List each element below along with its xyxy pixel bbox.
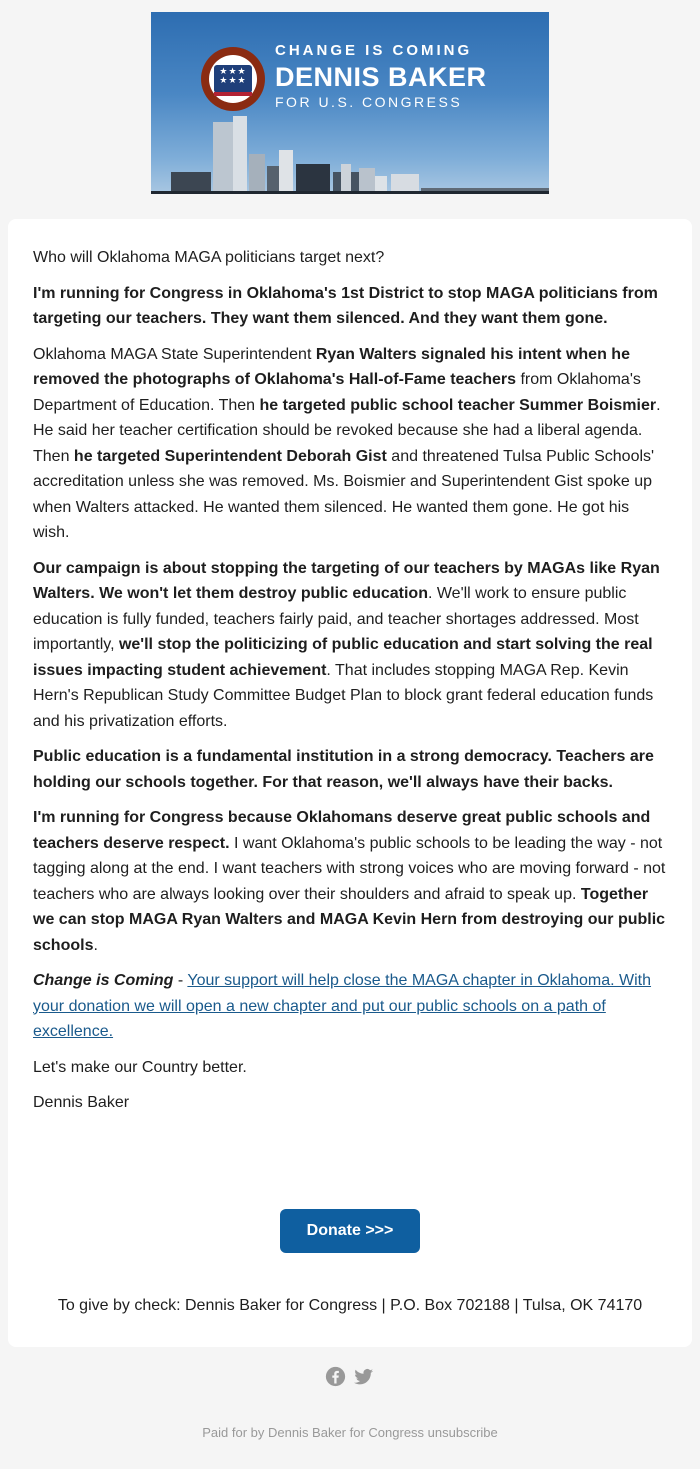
- social-links: [325, 1366, 375, 1388]
- paragraph-democracy: Public education is a fundamental institution in a strong democracy. Teachers are holding our schools together. For that reason, we'll always have their backs.: [33, 748, 654, 791]
- header-banner: [151, 12, 549, 194]
- campaign-logo: [201, 47, 265, 111]
- donate-button[interactable]: Donate >>>: [280, 1209, 420, 1253]
- email-body: [33, 245, 669, 1126]
- closing-line: Let's make our Country better.: [33, 1058, 247, 1076]
- stars-icon: ★★★ ★★★: [214, 65, 252, 93]
- paragraph-campaign: Our campaign is about stopping the targeting of our teachers by MAGAs like Ryan Walters. We won't let them destroy public education. We'll work to ensure public education is fully funded, teachers fairly paid, and teacher shortages addressed. Most importantly, we'll stop the politicizing of public education and start solving the real issues impacting student achievement. That includes stopping MAGA Rep. Kevin Hern's Republican Study Committee Budget Plan to block grant federal education funds and his privatization efforts.: [33, 559, 660, 730]
- paragraph-walters: Oklahoma MAGA State Superintendent Ryan Walters signaled his intent when he removed the photographs of Oklahoma's Hall-of-Fame teachers from Oklahoma's Department of Education. Then he targeted public school teacher Summer Boismier. He said her teacher certification should be revoked because she had a liberal agenda. Then he targeted Superintendent Deborah Gist and threatened Tulsa Public Schools' accreditation unless she was removed. Ms. Boismier and Superintendent Gist spoke up when Walters attacked. He wanted them silenced. He wanted them gone. He got his wish.: [33, 345, 661, 541]
- signature: Dennis Baker: [33, 1094, 130, 1111]
- paragraph-mission: I'm running for Congress in Oklahoma's 1st District to stop MAGA politicians from targeting our teachers. They want them silenced. And they want them gone.: [33, 284, 658, 327]
- facebook-icon[interactable]: [325, 1366, 346, 1387]
- unsubscribe-link[interactable]: unsubscribe: [427, 1425, 498, 1440]
- candidate-name: DENNIS BAKER: [275, 62, 487, 92]
- intro-question: Who will Oklahoma MAGA politicians target next?: [33, 249, 385, 266]
- paragraph-running: I'm running for Congress because Oklahomans deserve great public schools and teachers deserve respect. I want Oklahoma's public schools to be leading the way - not tagging along at the end. I want teachers with strong voices who are moving forward - not teachers who are always looking over their shoulders and afraid to speak up. Together we can stop MAGA Ryan Walters and MAGA Kevin Hern from destroying our public schools.: [33, 809, 666, 954]
- twitter-icon[interactable]: [353, 1366, 374, 1387]
- check-address: To give by check: Dennis Baker for Congress | P.O. Box 702188 | Tulsa, OK 74170: [57, 1297, 643, 1314]
- paragraph-support: Change is Coming - Your support will help close the MAGA chapter in Oklahoma. With your donation we will open a new chapter and put our public schools on a path of excellence.: [33, 972, 652, 1040]
- footer: [0, 1425, 700, 1440]
- donation-link[interactable]: Your support will help close the MAGA chapter in Oklahoma. With your donation we will open a new chapter and put our public schools on a path of excellence.: [33, 972, 652, 1040]
- email-card: [8, 219, 692, 1347]
- tagline-bottom: FOR U.S. CONGRESS: [275, 94, 463, 110]
- tagline-top: CHANGE IS COMING: [275, 42, 473, 59]
- paid-for-text: Paid for by Dennis Baker for Congress: [202, 1425, 425, 1440]
